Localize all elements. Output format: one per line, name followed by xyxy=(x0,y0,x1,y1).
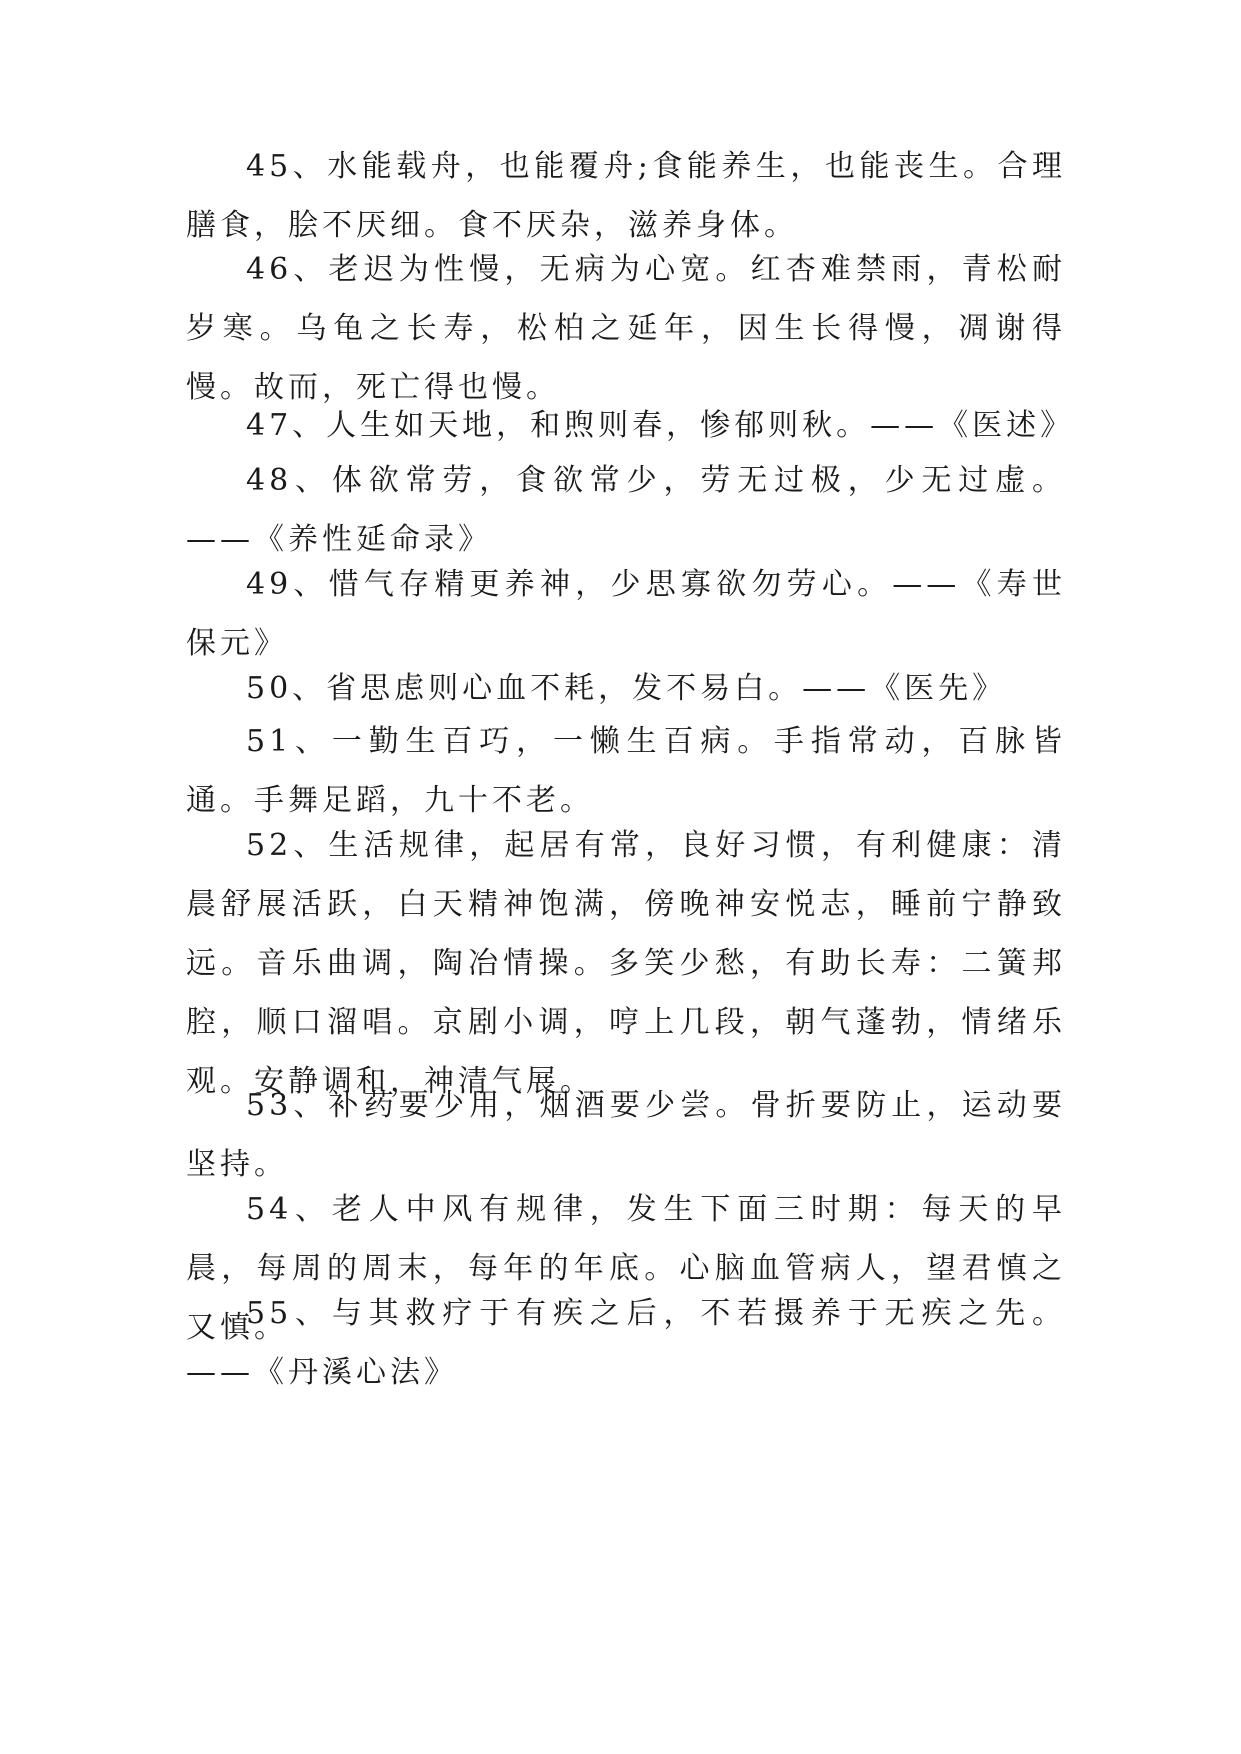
paragraph-46: 46、老迟为性慢，无病为心宽。红杏难禁雨，青松耐岁寒。乌龟之长寿，松柏之延年，因生长得慢，凋谢得慢。故而，死亡得也慢。 xyxy=(186,252,1066,405)
paragraph-45: 45、水能载舟，也能覆舟;食能养生，也能丧生。合理膳食，脍不厌细。食不厌杂，滋养身体。 xyxy=(186,149,1066,243)
paragraph-54: 54、老人中风有规律，发生下面三时期：每天的早晨，每周的周末，每年的年底。心脑血管病人，望君慎之又慎。 xyxy=(186,1192,1066,1345)
paragraph-47: 47、人生如天地，和煦则春，惨郁则秋。——《医述》 xyxy=(246,408,1075,443)
paragraph-51: 51、一勤生百巧，一懒生百病。手指常动，百脉皆通。手舞足蹈，九十不老。 xyxy=(186,724,1066,818)
paragraph-52: 52、生活规律，起居有常，良好习惯，有利健康：清晨舒展活跃，白天精神饱满，傍晚神安悦志，睡前宁静致远。音乐曲调，陶冶情操。多笑少愁，有助长寿：二簧邦腔，顺口溜唱。京剧小调，哼上几段，朝气蓬勃，情绪乐观。安静调和，神清气展。 xyxy=(186,828,1066,1099)
paragraph-48: 48、体欲常劳，食欲常少，劳无过极，少无过虚。——《养性延命录》 xyxy=(186,463,1066,557)
paragraph-50: 50、省思虑则心血不耗，发不易白。——《医先》 xyxy=(246,671,1007,706)
paragraph-55: 55、与其救疗于有疾之后，不若摄养于无疾之先。——《丹溪心法》 xyxy=(186,1296,1066,1390)
paragraph-53: 53、补药要少用，烟酒要少尝。骨折要防止，运动要坚持。 xyxy=(186,1088,1066,1182)
paragraph-49: 49、惜气存精更养神，少思寡欲勿劳心。——《寿世保元》 xyxy=(186,567,1066,661)
